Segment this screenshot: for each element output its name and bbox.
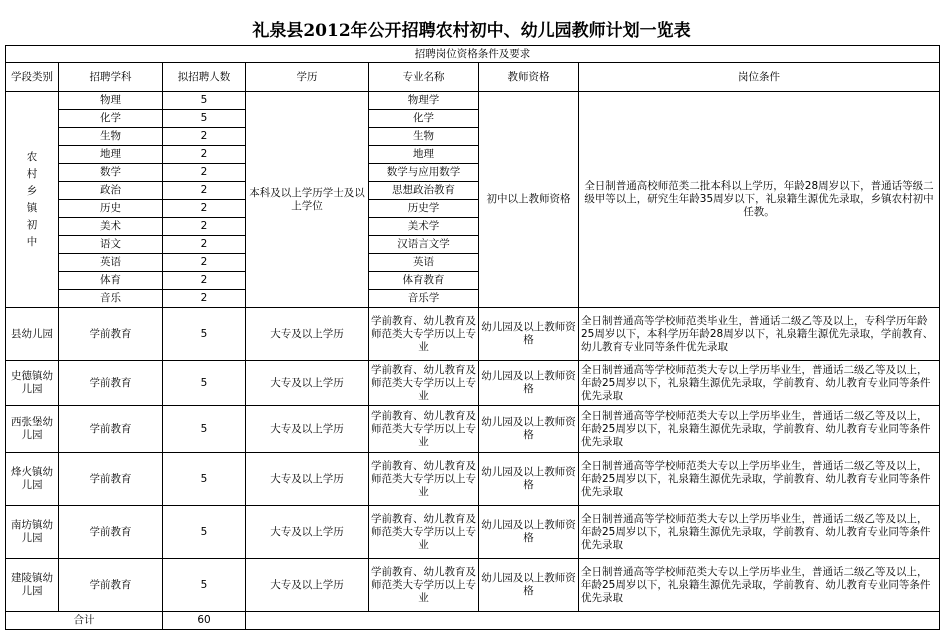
- cell-subject: 体育: [59, 272, 163, 290]
- cell-count: 5: [163, 361, 246, 406]
- total-count: 60: [163, 612, 246, 630]
- header-subject: 招聘学科: [59, 63, 163, 92]
- cell-qualification: 幼儿园及以上教师资格: [479, 506, 579, 559]
- cell-count: 2: [163, 146, 246, 164]
- table-row: [6, 559, 940, 612]
- cell-count: 5: [163, 559, 246, 612]
- segment-char: 乡: [26, 184, 38, 197]
- segment-char: 初: [26, 218, 38, 231]
- cell-major: 学前教育、幼儿教育及师范类大专学历以上专业: [369, 406, 479, 453]
- total-row: [6, 612, 940, 630]
- cell-conditions: 全日制普通高等学校师范类大专以上学历毕业生，普通话二级乙等及以上，年龄25周岁以下，礼泉籍生源优先录取，学前教育、幼儿教育专业同等条件优先录取: [579, 361, 940, 406]
- cell-count: 5: [163, 506, 246, 559]
- cell-conditions: 全日制普通高等学校师范类大专以上学历毕业生，普通话二级乙等及以上，年龄25周岁以下，礼泉籍生源优先录取，学前教育、幼儿教育专业同等条件优先录取: [579, 453, 940, 506]
- cell-subject: 学前教育: [59, 559, 163, 612]
- header-count: 拟招聘人数: [163, 63, 246, 92]
- cell-education: 大专及以上学历: [246, 506, 369, 559]
- cell-conditions: 全日制普通高等学校师范类大专以上学历毕业生，普通话二级乙等及以上，年龄25周岁以下，礼泉籍生源优先录取，学前教育、幼儿教育专业同等条件优先录取: [579, 559, 940, 612]
- cell-count: 2: [163, 164, 246, 182]
- cell-major: 历史学: [369, 200, 479, 218]
- cell-conditions: 全日制普通高等学校师范类大专以上学历毕业生，普通话二级乙等及以上，年龄25周岁以下，礼泉籍生源优先录取，学前教育、幼儿教育专业同等条件优先录取: [579, 506, 940, 559]
- table-row: [6, 406, 940, 453]
- cell-education: 大专及以上学历: [246, 308, 369, 361]
- cell-major: 地理: [369, 146, 479, 164]
- cell-major: 学前教育、幼儿教育及师范类大专学历以上专业: [369, 308, 479, 361]
- segment-char: 村: [26, 167, 38, 180]
- cell-education: 大专及以上学历: [246, 361, 369, 406]
- cell-conditions: 全日制普通高校师范类二批本科以上学历，年龄28周岁以下，普通话等级二级甲等以上，研究生年龄35周岁以下，礼泉籍生源优先录取，乡镇农村初中任教。: [579, 92, 940, 308]
- segment-char: 中: [26, 235, 38, 248]
- cell-subject: 学前教育: [59, 453, 163, 506]
- cell-subject: 地理: [59, 146, 163, 164]
- cell-count: 5: [163, 308, 246, 361]
- header-education: 学历: [246, 63, 369, 92]
- table-row: [6, 308, 940, 361]
- cell-subject: 学前教育: [59, 308, 163, 361]
- cell-qualification: 幼儿园及以上教师资格: [479, 406, 579, 453]
- cell-education: 大专及以上学历: [246, 406, 369, 453]
- cell-subject: 美术: [59, 218, 163, 236]
- cell-count: 5: [163, 453, 246, 506]
- cell-major: 学前教育、幼儿教育及师范类大专学历以上专业: [369, 453, 479, 506]
- segment-char: 镇: [26, 201, 38, 214]
- cell-qualification: 幼儿园及以上教师资格: [479, 453, 579, 506]
- cell-count: 2: [163, 182, 246, 200]
- table-row: [6, 506, 940, 559]
- cell-segment: 烽火镇幼儿园: [6, 453, 59, 506]
- cell-segment: 西张堡幼儿园: [6, 406, 59, 453]
- table-row: [6, 453, 940, 506]
- cell-segment: 建陵镇幼儿园: [6, 559, 59, 612]
- header-major: 专业名称: [369, 63, 479, 92]
- cell-conditions: 全日制普通高等学校师范类大专以上学历毕业生，普通话二级乙等及以上，年龄25周岁以下，礼泉籍生源优先录取，学前教育、幼儿教育专业同等条件优先录取: [579, 406, 940, 453]
- cell-subject: 英语: [59, 254, 163, 272]
- cell-subject: 数学: [59, 164, 163, 182]
- cell-subject: 音乐: [59, 290, 163, 308]
- caption-row: [6, 46, 940, 63]
- header-conditions: 岗位条件: [579, 63, 940, 92]
- total-label: 合计: [6, 612, 163, 630]
- cell-count: 2: [163, 290, 246, 308]
- table-row: [6, 361, 940, 406]
- cell-major: 体育教育: [369, 272, 479, 290]
- cell-major: 美术学: [369, 218, 479, 236]
- cell-major: 汉语言文学: [369, 236, 479, 254]
- cell-qualification: 幼儿园及以上教师资格: [479, 361, 579, 406]
- cell-major: 学前教育、幼儿教育及师范类大专学历以上专业: [369, 559, 479, 612]
- cell-subject: 政治: [59, 182, 163, 200]
- cell-major: 音乐学: [369, 290, 479, 308]
- cell-subject: 物理: [59, 92, 163, 110]
- header-qualification: 教师资格: [479, 63, 579, 92]
- cell-major: 学前教育、幼儿教育及师范类大专学历以上专业: [369, 361, 479, 406]
- cell-conditions: 全日制普通高等学校师范类毕业生，普通话二级乙等及以上，专科学历年龄25周岁以下，本科学历年龄28周岁以下，礼泉籍生源优先录取，学前教育、幼儿教育专业同等条件优先录取: [579, 308, 940, 361]
- cell-qualification: 初中以上教师资格: [479, 92, 579, 308]
- cell-major: 数学与应用数学: [369, 164, 479, 182]
- cell-count: 2: [163, 254, 246, 272]
- cell-major: 化学: [369, 110, 479, 128]
- cell-major: 物理学: [369, 92, 479, 110]
- cell-subject: 学前教育: [59, 506, 163, 559]
- cell-segment: 史德镇幼儿园: [6, 361, 59, 406]
- recruitment-table: [5, 45, 940, 630]
- cell-count: 2: [163, 218, 246, 236]
- cell-count: 5: [163, 110, 246, 128]
- cell-segment: 县幼儿园: [6, 308, 59, 361]
- cell-count: 5: [163, 92, 246, 110]
- header-row: [6, 63, 940, 92]
- cell-major: 学前教育、幼儿教育及师范类大专学历以上专业: [369, 506, 479, 559]
- cell-education: 本科及以上学历学士及以上学位: [246, 92, 369, 308]
- cell-subject: 语文: [59, 236, 163, 254]
- cell-major: 英语: [369, 254, 479, 272]
- cell-education: 大专及以上学历: [246, 559, 369, 612]
- cell-qualification: 幼儿园及以上教师资格: [479, 308, 579, 361]
- cell-subject: 生物: [59, 128, 163, 146]
- cell-subject: 历史: [59, 200, 163, 218]
- cell-count: 5: [163, 406, 246, 453]
- cell-count: 2: [163, 236, 246, 254]
- cell-subject: 化学: [59, 110, 163, 128]
- cell-major: 思想政治教育: [369, 182, 479, 200]
- cell-education: 大专及以上学历: [246, 453, 369, 506]
- table-row: [6, 92, 940, 110]
- cell-count: 2: [163, 272, 246, 290]
- header-segment: 学段类别: [6, 63, 59, 92]
- cell-count: 2: [163, 128, 246, 146]
- cell-qualification: 幼儿园及以上教师资格: [479, 559, 579, 612]
- total-empty: [246, 612, 940, 630]
- cell-count: 2: [163, 200, 246, 218]
- cell-subject: 学前教育: [59, 361, 163, 406]
- cell-segment: 南坊镇幼儿园: [6, 506, 59, 559]
- page-title: 礼泉县2012年公开招聘农村初中、幼儿园教师计划一览表: [252, 21, 691, 41]
- cell-major: 生物: [369, 128, 479, 146]
- cell-subject: 学前教育: [59, 406, 163, 453]
- table-caption: 招聘岗位资格条件及要求: [6, 46, 940, 63]
- segment-char: 农: [26, 150, 38, 163]
- segment-rural-middle: [6, 92, 59, 308]
